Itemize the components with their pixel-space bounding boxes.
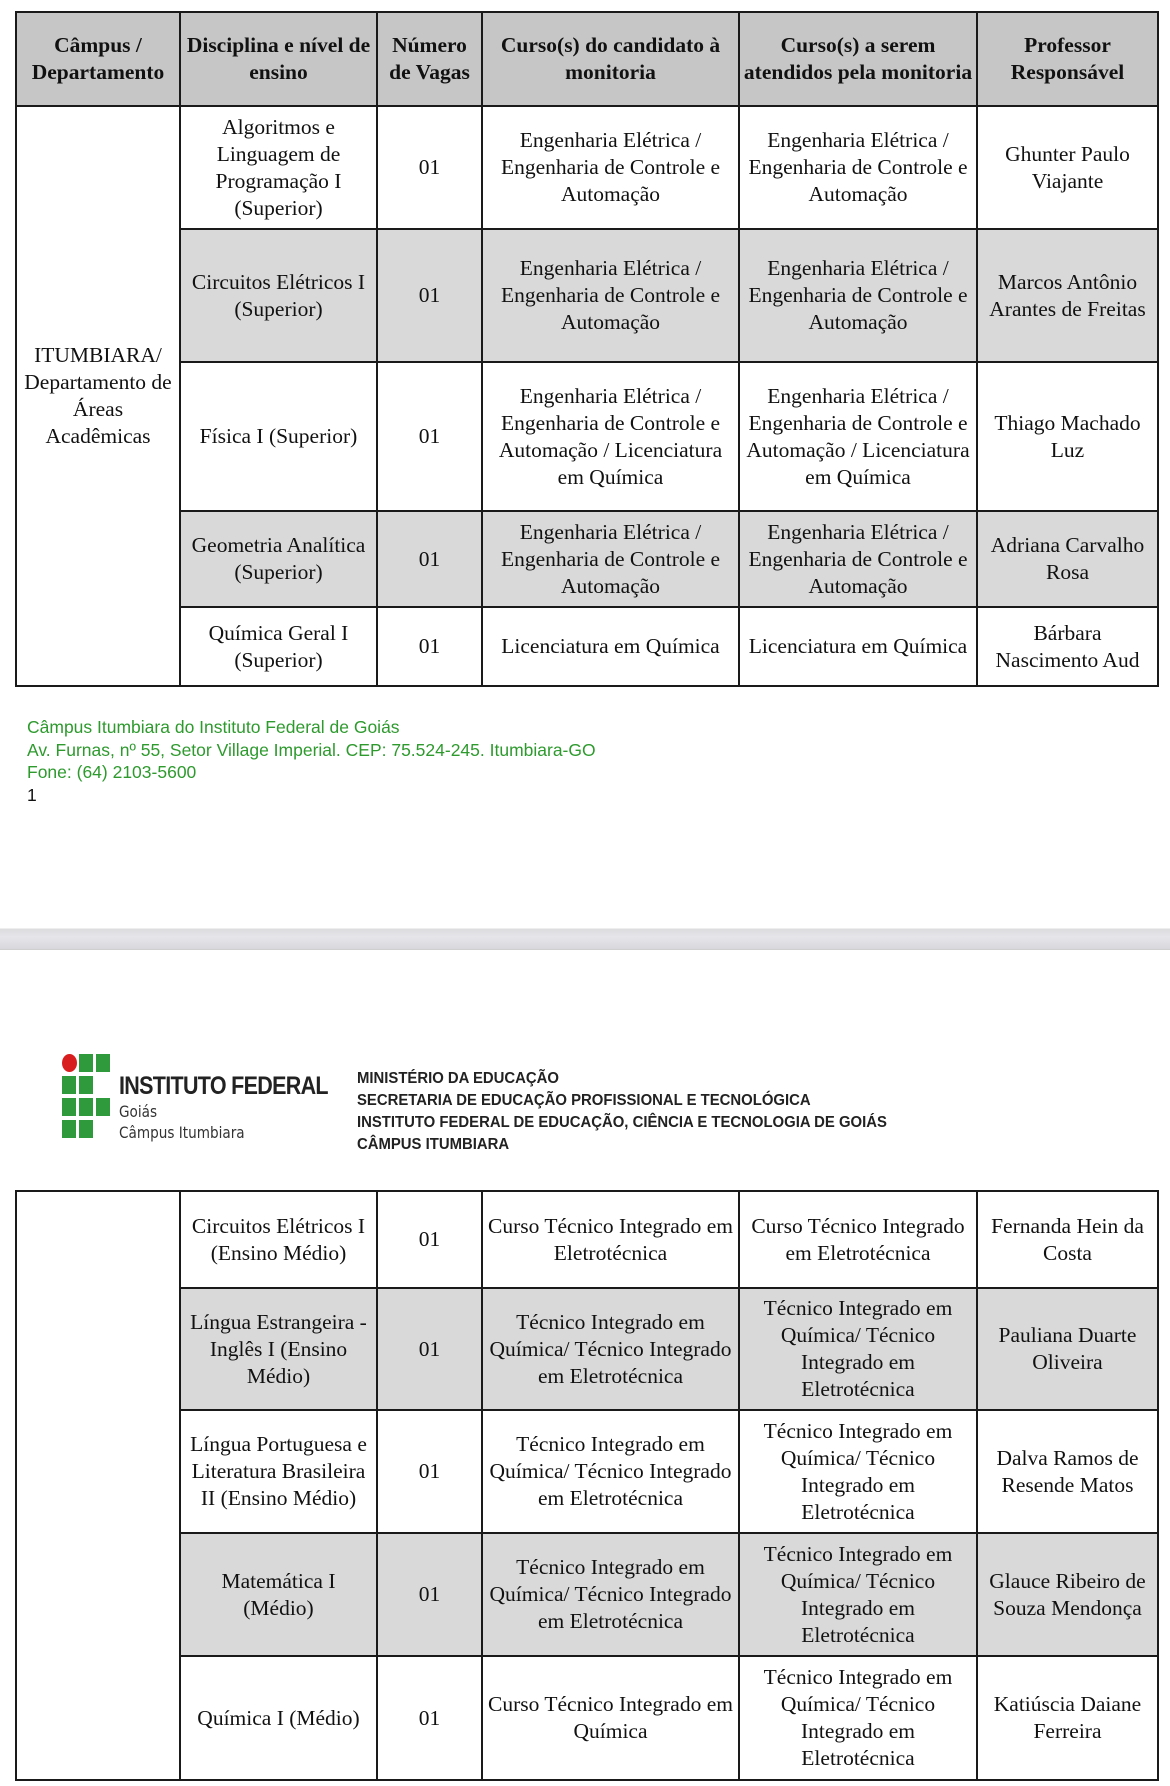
vagas-cell: 01 [377,106,482,229]
curso-atendido-cell: Técnico Integrado em Química/ Técnico Integrado em Eletrotécnica [739,1533,977,1656]
curso-atendido-cell: Técnico Integrado em Química/ Técnico Integrado em Eletrotécnica [739,1288,977,1410]
disciplina-cell: Geometria Analítica (Superior) [180,511,377,607]
vacancies-table-page-1 [15,11,1159,687]
curso-atendido-cell: Técnico Integrado em Química/ Técnico Integrado em Eletrotécnica [739,1410,977,1533]
table-row [16,362,1158,511]
disciplina-cell: Física I (Superior) [180,362,377,511]
curso-atendido-cell: Curso Técnico Integrado em Eletrotécnica [739,1191,977,1288]
letterhead-line: CÂMPUS ITUMBIARA [357,1136,510,1153]
page-footer [27,716,596,806]
footer-institution: Câmpus Itumbiara do Instituto Federal de Goiás [27,717,400,737]
curso-atendido-cell: Técnico Integrado em Química/ Técnico Integrado em Eletrotécnica [739,1656,977,1780]
letterhead-line: MINISTÉRIO DA EDUCAÇÃO [357,1070,559,1087]
curso-candidato-cell: Técnico Integrado em Química/ Técnico Integrado em Eletrotécnica [482,1533,739,1656]
table-row [16,1533,1158,1656]
professor-cell: Adriana Carvalho Rosa [977,511,1158,607]
professor-cell: Glauce Ribeiro de Souza Mendonça [977,1533,1158,1656]
curso-candidato-cell: Licenciatura em Química [482,607,739,686]
footer-phone: Fone: (64) 2103-5600 [27,762,197,782]
letterhead-line: SECRETARIA DE EDUCAÇÃO PROFISSIONAL E TECNOLÓGICA [357,1092,811,1109]
header-vagas: Número de Vagas [377,12,482,106]
curso-candidato-cell: Técnico Integrado em Química/ Técnico Integrado em Eletrotécnica [482,1288,739,1410]
curso-atendido-cell: Engenharia Elétrica / Engenharia de Controle e Automação / Licenciatura em Química [739,362,977,511]
institute-logo [62,1054,332,1146]
campus-cell: ITUMBIARA/ Departamento de Áreas Acadêmicas [16,106,180,686]
vagas-cell: 01 [377,511,482,607]
logo-title: INSTITUTO FEDERAL [119,1072,328,1100]
table-header-row [16,12,1158,106]
logo-state: Goiás [119,1102,158,1121]
vagas-cell: 01 [377,1656,482,1780]
disciplina-cell: Língua Estrangeira - Inglês I (Ensino Médio) [180,1288,377,1410]
professor-cell: Marcos Antônio Arantes de Freitas [977,229,1158,362]
professor-cell: Pauliana Duarte Oliveira [977,1288,1158,1410]
vagas-cell: 01 [377,362,482,511]
vagas-cell: 01 [377,1191,482,1288]
page-number: 1 [27,784,37,805]
curso-atendido-cell: Engenharia Elétrica / Engenharia de Controle e Automação [739,511,977,607]
professor-cell: Fernanda Hein da Costa [977,1191,1158,1288]
header-curso-atendido: Curso(s) a serem atendidos pela monitoria [739,12,977,106]
header-curso-candidato: Curso(s) do candidato à monitoria [482,12,739,106]
disciplina-cell: Circuitos Elétricos I (Ensino Médio) [180,1191,377,1288]
table-row [16,1288,1158,1410]
professor-cell: Ghunter Paulo Viajante [977,106,1158,229]
professor-cell: Bárbara Nascimento Aud [977,607,1158,686]
disciplina-cell: Química Geral I (Superior) [180,607,377,686]
professor-cell: Dalva Ramos de Resende Matos [977,1410,1158,1533]
disciplina-cell: Língua Portuguesa e Literatura Brasileira II (Ensino Médio) [180,1410,377,1533]
vagas-cell: 01 [377,1288,482,1410]
table-row [16,1410,1158,1533]
professor-cell: Katiúscia Daiane Ferreira [977,1656,1158,1780]
header-campus: Câmpus / Departamento [16,12,180,106]
table-row [16,229,1158,362]
table-row [16,1191,1158,1288]
table-row [16,1656,1158,1780]
disciplina-cell: Circuitos Elétricos I (Superior) [180,229,377,362]
curso-candidato-cell: Curso Técnico Integrado em Eletrotécnica [482,1191,739,1288]
curso-atendido-cell: Engenharia Elétrica / Engenharia de Controle e Automação [739,106,977,229]
logo-grid-icon [62,1054,112,1144]
table-row [16,106,1158,229]
disciplina-cell: Algoritmos e Linguagem de Programação I (Superior) [180,106,377,229]
campus-cell-empty [16,1191,180,1780]
table-row [16,511,1158,607]
letterhead-line: INSTITUTO FEDERAL DE EDUCAÇÃO, CIÊNCIA E TECNOLOGIA DE GOIÁS [357,1114,887,1131]
vagas-cell: 01 [377,607,482,686]
curso-candidato-cell: Curso Técnico Integrado em Química [482,1656,739,1780]
curso-candidato-cell: Engenharia Elétrica / Engenharia de Controle e Automação [482,106,739,229]
footer-address: Av. Furnas, nº 55, Setor Village Imperial. CEP: 75.524-245. Itumbiara-GO [27,739,596,760]
header-disciplina: Disciplina e nível de ensino [180,12,377,106]
professor-cell: Thiago Machado Luz [977,362,1158,511]
vagas-cell: 01 [377,1410,482,1533]
curso-candidato-cell: Engenharia Elétrica / Engenharia de Controle e Automação [482,229,739,362]
table-row [16,607,1158,686]
curso-candidato-cell: Técnico Integrado em Química/ Técnico Integrado em Eletrotécnica [482,1410,739,1533]
page-separator [0,928,1170,950]
curso-atendido-cell: Licenciatura em Química [739,607,977,686]
disciplina-cell: Matemática I (Médio) [180,1533,377,1656]
vagas-cell: 01 [377,229,482,362]
curso-atendido-cell: Engenharia Elétrica / Engenharia de Controle e Automação [739,229,977,362]
letterhead-text [357,1068,887,1156]
disciplina-cell: Química I (Médio) [180,1656,377,1780]
curso-candidato-cell: Engenharia Elétrica / Engenharia de Controle e Automação [482,511,739,607]
logo-campus: Câmpus Itumbiara [119,1123,245,1142]
vacancies-table-page-2 [15,1190,1159,1781]
vagas-cell: 01 [377,1533,482,1656]
header-professor: Professor Responsável [977,12,1158,106]
curso-candidato-cell: Engenharia Elétrica / Engenharia de Controle e Automação / Licenciatura em Química [482,362,739,511]
logo-red-dot [62,1054,77,1072]
